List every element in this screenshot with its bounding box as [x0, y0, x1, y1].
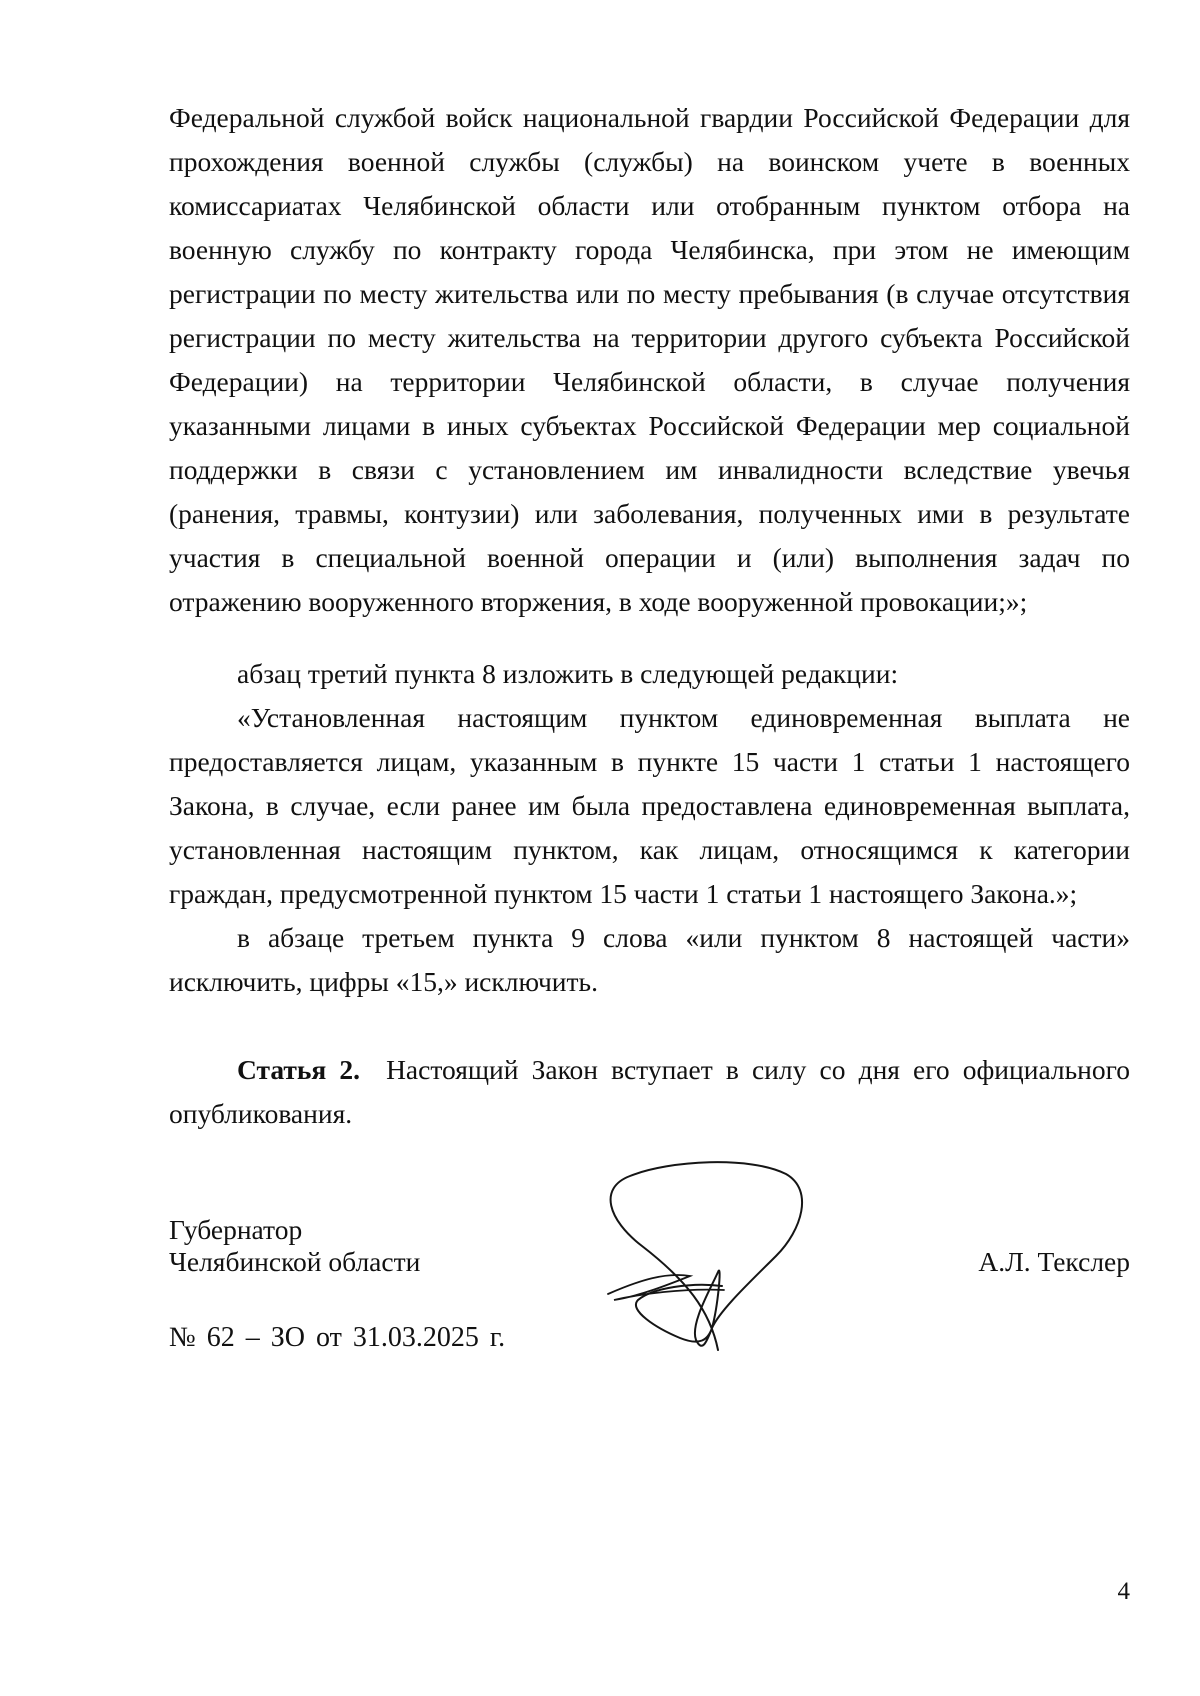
- article-2-paragraph: [169, 1048, 1130, 1136]
- handwritten-signature: [600, 1160, 840, 1360]
- amendment-item-9: в абзаце третьем пункта 9 слова «или пунктом 8 настоящей части» исключить, цифры «15,» исключить.: [169, 922, 1130, 997]
- governor-title: [169, 1214, 420, 1278]
- paragraph-text: Федеральной службой войск национальной гвардии Российской Федерации для прохождения военной службы (службы) на воинском учете в военных комиссариатах Челябинской области или отобранным пунктом отбора на военную службу по контракту города Челябинска, при этом не имеющим регистрации по месту жительства или по месту пребывания (в случае отсутствия регистрации по месту жительства на территории другого субъекта Российской Федерации) на территории Челябинской области, в случае получения указанными лицами в иных субъектах Российской Федерации мер социальной поддержки в связи с установлением им инвалидности вследствие увечья (ранения, травмы, контузии) или заболевания, полученных ими в результате участия в специальной военной операции и (или) выполнения задач по отражению вооруженного вторжения, в ходе вооруженной провокации;»;: [169, 102, 1130, 617]
- amendment-intro: абзац третий пункта 8 изложить в следующей редакции:: [237, 658, 899, 689]
- governor-name: А.Л. Текслер: [978, 1246, 1130, 1277]
- article-2: [169, 1048, 1130, 1136]
- amendment-block: [169, 652, 1130, 1004]
- governor-title-line1: Губернатор: [169, 1214, 303, 1245]
- article-2-text: Настоящий Закон вступает в силу со дня его официального опубликования.: [169, 1054, 1130, 1129]
- page-number: 4: [1117, 1578, 1130, 1605]
- governor-title-line2: Челябинской области: [169, 1246, 421, 1277]
- paragraph-continuation: [169, 96, 1130, 624]
- law-number: № 62 – ЗО от 31.03.2025 г.: [169, 1322, 506, 1353]
- amendment-text: «Установленная настоящим пунктом единовременная выплата не предоставляется лицам, указанным в пункте 15 части 1 статьи 1 настоящего Закона, в случае, если ранее им была предоставлена единовременная выплата, установленная настоящим пунктом, как лицам, относящимся к категории граждан, предусмотренной пунктом 15 части 1 статьи 1 настоящего Закона.»;: [169, 702, 1130, 909]
- article-2-label: Статья 2.: [237, 1054, 361, 1085]
